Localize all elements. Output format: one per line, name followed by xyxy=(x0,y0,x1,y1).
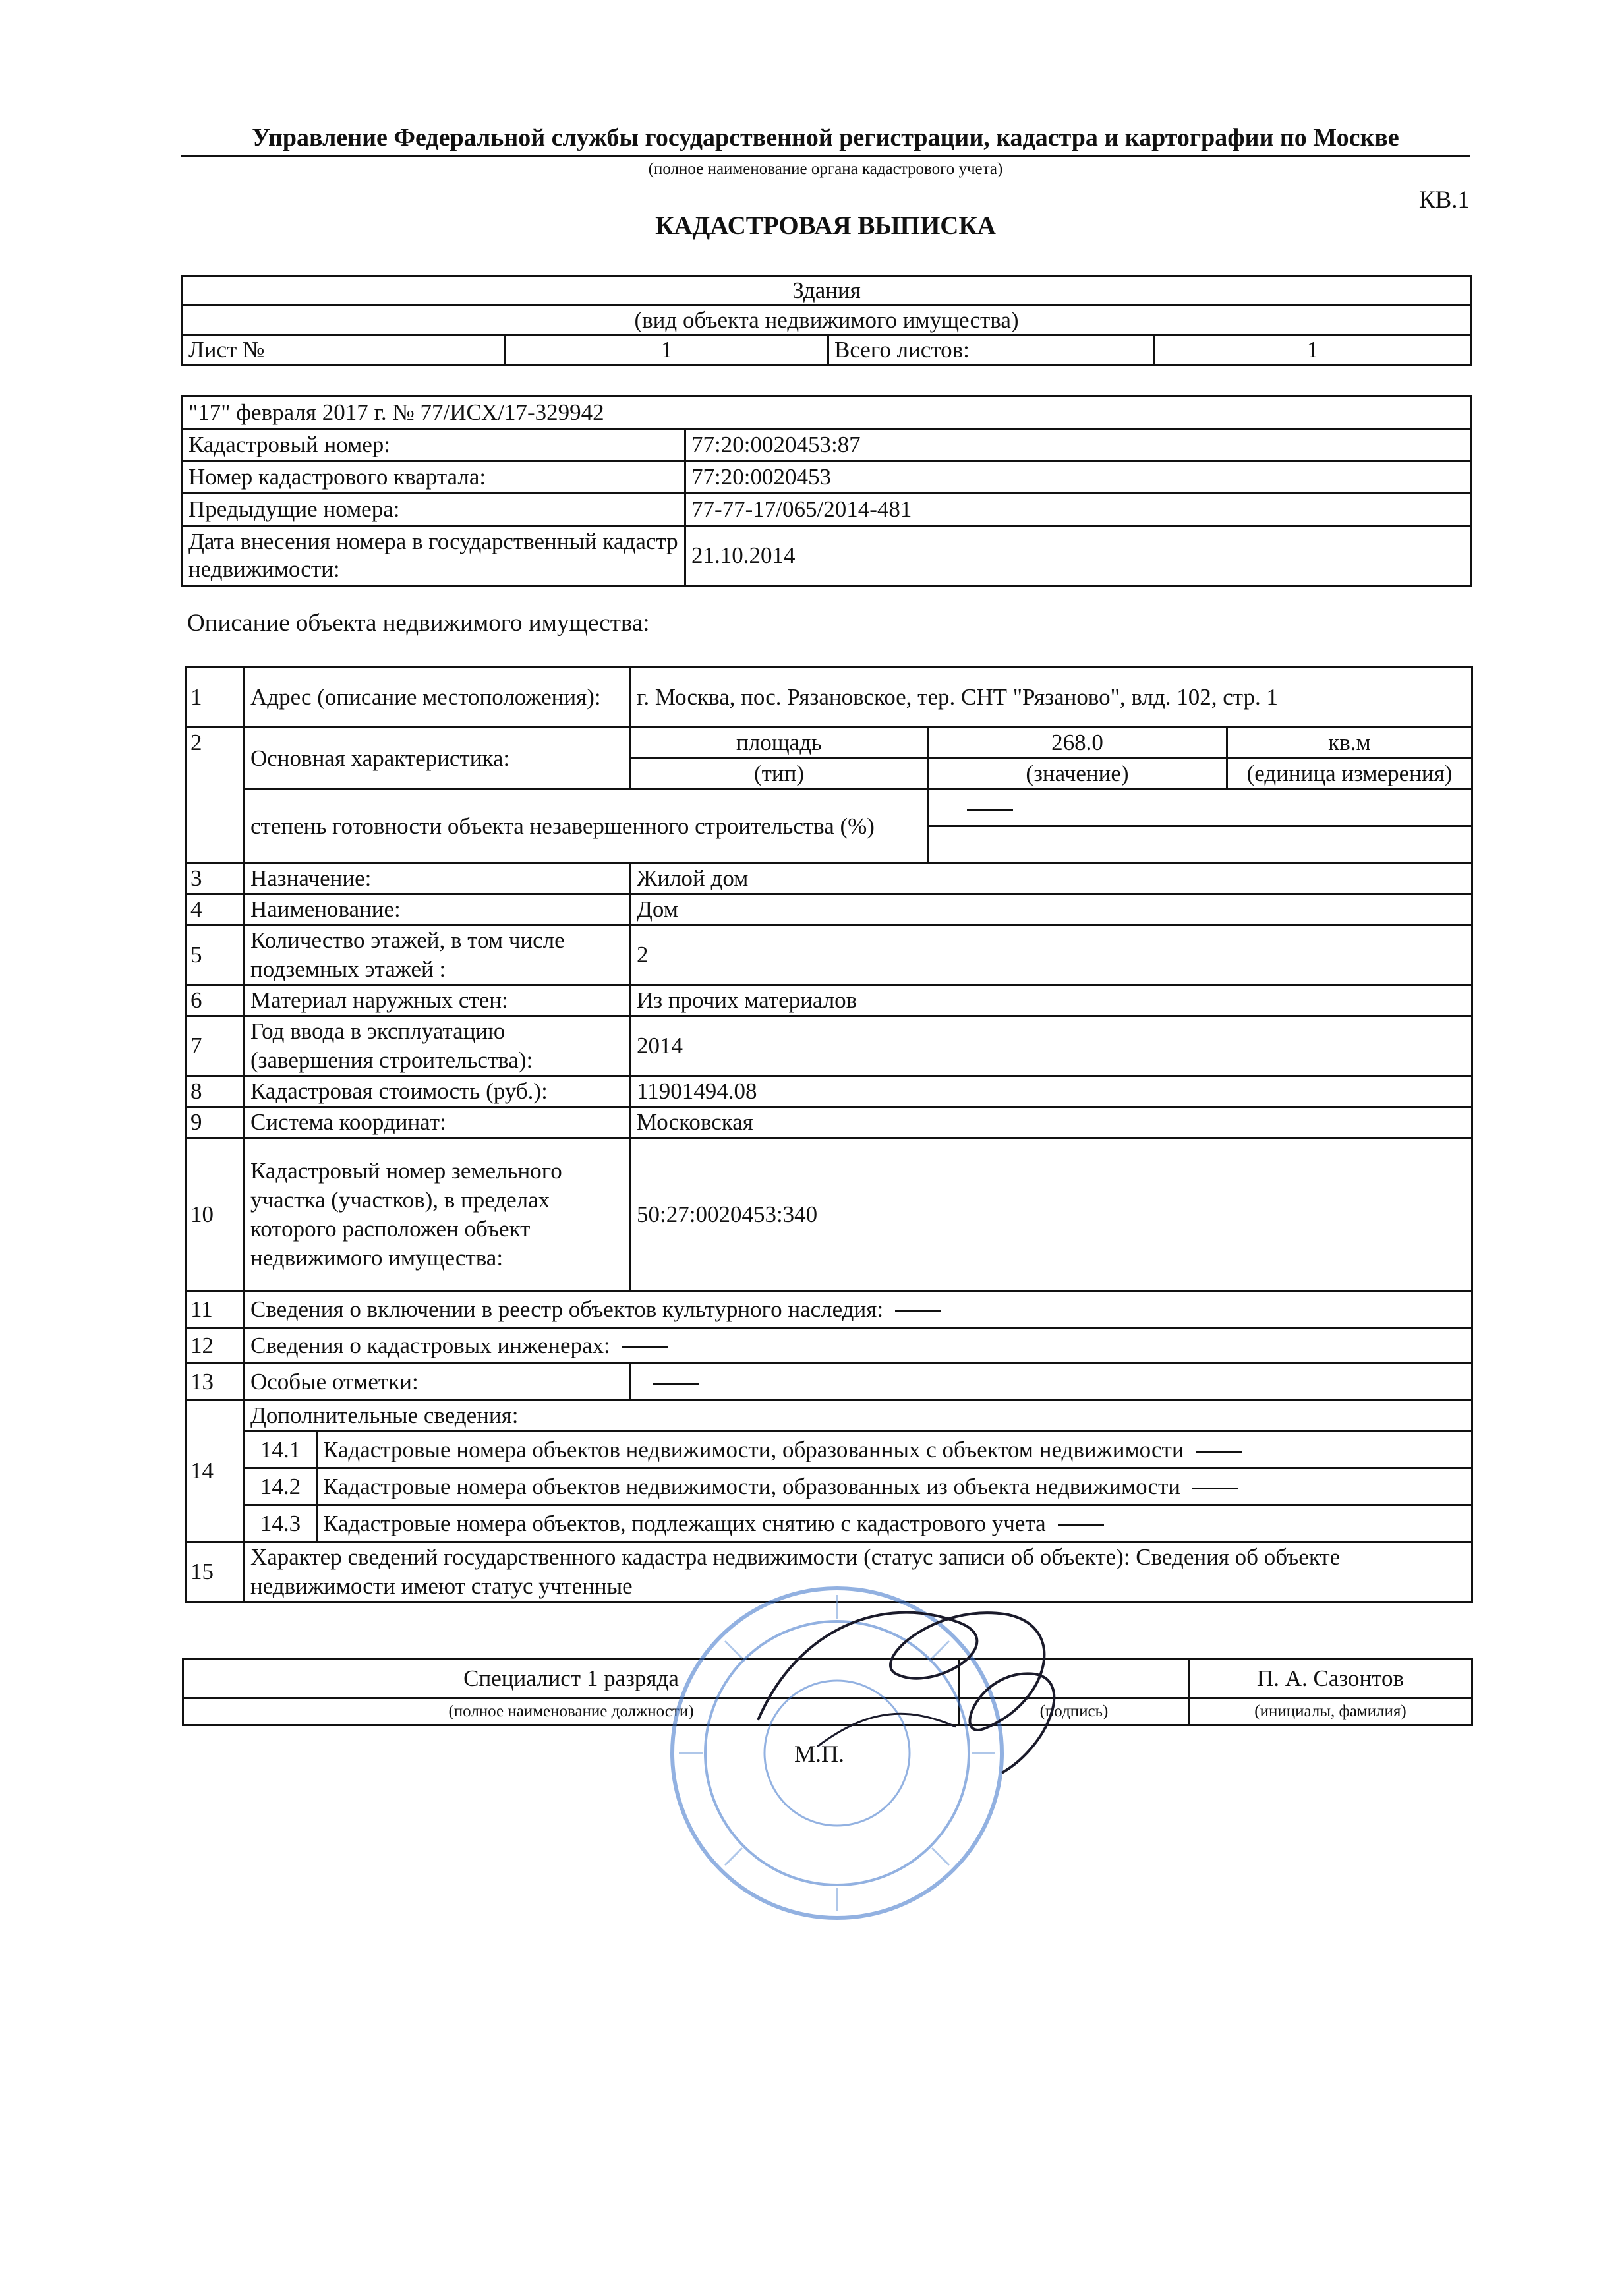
position-hint: (полное наименование должности) xyxy=(183,1698,960,1725)
statement-date-line: "17" февраля 2017 г. № 77/ИСХ/17-329942 xyxy=(183,397,1471,429)
row-number: 5 xyxy=(186,925,245,985)
special-marks-label: Особые отметки: xyxy=(245,1364,631,1401)
meta-row xyxy=(183,461,1471,494)
land-plot-number: 50:27:0020453:340 xyxy=(631,1138,1472,1291)
sub-row xyxy=(186,1468,1472,1505)
description-row xyxy=(186,985,1472,1016)
floors-value: 2 xyxy=(631,925,1472,985)
total-sheets-label: Всего листов: xyxy=(828,335,1155,365)
empty-dash xyxy=(967,809,1013,811)
meta-label: Предыдущие номера: xyxy=(183,494,685,526)
description-row xyxy=(186,667,1472,728)
engineers-label: Сведения о кадастровых инженерах: xyxy=(250,1332,610,1358)
object-type-table xyxy=(181,275,1472,366)
registration-date: 21.10.2014 xyxy=(685,526,1471,586)
meta-label: Номер кадастрового квартала: xyxy=(183,461,685,494)
description-row xyxy=(186,925,1472,985)
land-plot-label: Кадастровый номер земельного участка (участков), в пределах которого расположен объект недвижимого имущества: xyxy=(245,1138,631,1291)
row-number: 15 xyxy=(186,1542,245,1602)
row-number: 6 xyxy=(186,985,245,1016)
previous-numbers: 77-77-17/065/2014-481 xyxy=(685,494,1471,526)
cadastral-quarter: 77:20:0020453 xyxy=(685,461,1471,494)
sheet-label: Лист № xyxy=(183,335,506,365)
main-characteristic-label: Основная характеристика: xyxy=(245,728,631,790)
document-title: КАДАСТРОВАЯ ВЫПИСКА xyxy=(655,212,996,240)
description-row xyxy=(186,1076,1472,1107)
meta-row xyxy=(183,526,1471,586)
description-row xyxy=(186,1364,1472,1401)
empty-dash xyxy=(895,1310,941,1312)
sub-row-cell xyxy=(317,1431,1472,1468)
readiness-label: степень готовности объекта незавершенного строительства (%) xyxy=(245,790,928,863)
row-number: 4 xyxy=(186,894,245,925)
record-status-text: Характер сведений государственного кадастра недвижимости (статус записи об объекте): Сведения об объекте недвижимости имеют статус учтенные xyxy=(245,1542,1472,1602)
additional-info-label: Дополнительные сведения: xyxy=(245,1401,1472,1431)
wall-material-value: Из прочих материалов xyxy=(631,985,1472,1016)
cadastral-number: 77:20:0020453:87 xyxy=(685,429,1471,461)
row-number: 7 xyxy=(186,1016,245,1076)
wall-material-label: Материал наружных стен: xyxy=(245,985,631,1016)
signer-name: П. А. Сазонтов xyxy=(1189,1660,1472,1698)
readiness-empty-cell xyxy=(928,826,1472,863)
row-number: 1 xyxy=(186,667,245,728)
position-title: Специалист 1 разряда xyxy=(183,1660,960,1698)
address-label: Адрес (описание местоположения): xyxy=(245,667,631,728)
name-label: Наименование: xyxy=(245,894,631,925)
row-number: 10 xyxy=(186,1138,245,1291)
row-number: 11 xyxy=(186,1291,245,1328)
heritage-register-cell xyxy=(245,1291,1472,1328)
description-row xyxy=(186,894,1472,925)
description-row xyxy=(186,728,1472,759)
sub-row-cell xyxy=(317,1505,1472,1542)
stamp-mark-label: М.П. xyxy=(794,1741,845,1767)
sub-row-cell xyxy=(317,1468,1472,1505)
empty-dash xyxy=(1196,1451,1242,1453)
name-value: Дом xyxy=(631,894,1472,925)
meta-row xyxy=(183,494,1471,526)
commission-year-label: Год ввода в эксплуатацию (завершения строительства): xyxy=(245,1016,631,1076)
cadastral-value-label: Кадастровая стоимость (руб.): xyxy=(245,1076,631,1107)
sub-row-number: 14.3 xyxy=(245,1505,317,1542)
description-row xyxy=(186,1328,1472,1364)
sub-row-label: Кадастровые номера объектов недвижимости, образованных из объекта недвижимости xyxy=(323,1473,1181,1499)
sub-row-number: 14.1 xyxy=(245,1431,317,1468)
description-row xyxy=(186,1138,1472,1291)
characteristic-value-hint: (значение) xyxy=(928,759,1227,790)
signature-hint: (подпись) xyxy=(960,1698,1189,1725)
coordinate-system-label: Система координат: xyxy=(245,1107,631,1138)
characteristic-type: площадь xyxy=(631,728,928,759)
description-row xyxy=(186,1016,1472,1076)
empty-dash xyxy=(652,1383,699,1385)
characteristic-unit: кв.м xyxy=(1227,728,1472,759)
total-sheets-value: 1 xyxy=(1155,335,1471,365)
meta-label: Дата внесения номера в государственный кадастр недвижимости: xyxy=(183,526,685,586)
handwritten-signature-icon xyxy=(738,1575,1094,1799)
empty-dash xyxy=(1058,1524,1104,1526)
meta-label: Кадастровый номер: xyxy=(183,429,685,461)
authority-name: Управление Федеральной службы государственной регистрации, кадастра и картографии по Москве xyxy=(181,121,1470,157)
characteristic-value: 268.0 xyxy=(928,728,1227,759)
object-description-table xyxy=(185,666,1473,1603)
meta-row xyxy=(183,429,1471,461)
engineers-cell xyxy=(245,1328,1472,1364)
name-hint: (инициалы, фамилия) xyxy=(1189,1698,1472,1725)
description-row xyxy=(186,790,1472,826)
description-row xyxy=(186,1401,1472,1431)
registration-meta-table xyxy=(181,395,1472,587)
floors-label: Количество этажей, в том числе подземных этажей : xyxy=(245,925,631,985)
object-type-value: Здания xyxy=(183,276,1471,306)
address-value: г. Москва, пос. Рязановское, тер. СНТ "Рязаново", влд. 102, стр. 1 xyxy=(631,667,1472,728)
characteristic-unit-hint: (единица измерения) xyxy=(1227,759,1472,790)
special-marks-value xyxy=(631,1364,1472,1401)
row-number: 14 xyxy=(186,1401,245,1542)
form-code: КВ.1 xyxy=(1418,187,1470,214)
description-row xyxy=(186,1107,1472,1138)
coordinate-system-value: Московская xyxy=(631,1107,1472,1138)
characteristic-type-hint: (тип) xyxy=(631,759,928,790)
commission-year-value: 2014 xyxy=(631,1016,1472,1076)
readiness-value xyxy=(928,790,1472,826)
sub-row xyxy=(186,1431,1472,1468)
row-number: 8 xyxy=(186,1076,245,1107)
row-number: 3 xyxy=(186,863,245,894)
empty-dash xyxy=(622,1346,668,1348)
description-row xyxy=(186,1291,1472,1328)
row-number: 2 xyxy=(186,728,245,863)
sub-row-label: Кадастровые номера объектов, подлежащих снятию с кадастрового учета xyxy=(323,1510,1046,1536)
description-caption: Описание объекта недвижимого имущества: xyxy=(187,610,650,637)
sub-row-number: 14.2 xyxy=(245,1468,317,1505)
heritage-register-label: Сведения о включении в реестр объектов культурного наследия: xyxy=(250,1296,884,1322)
row-number: 13 xyxy=(186,1364,245,1401)
sub-row-label: Кадастровые номера объектов недвижимости, образованных с объектом недвижимости xyxy=(323,1436,1184,1462)
empty-dash xyxy=(1192,1488,1238,1489)
description-row xyxy=(186,863,1472,894)
authority-hint: (полное наименование органа кадастрового учета) xyxy=(648,160,1003,178)
object-type-hint: (вид объекта недвижимого имущества) xyxy=(183,306,1471,335)
sub-row xyxy=(186,1505,1472,1542)
cadastral-value: 11901494.08 xyxy=(631,1076,1472,1107)
purpose-label: Назначение: xyxy=(245,863,631,894)
purpose-value: Жилой дом xyxy=(631,863,1472,894)
sheet-value: 1 xyxy=(506,335,828,365)
row-number: 9 xyxy=(186,1107,245,1138)
row-number: 12 xyxy=(186,1328,245,1364)
